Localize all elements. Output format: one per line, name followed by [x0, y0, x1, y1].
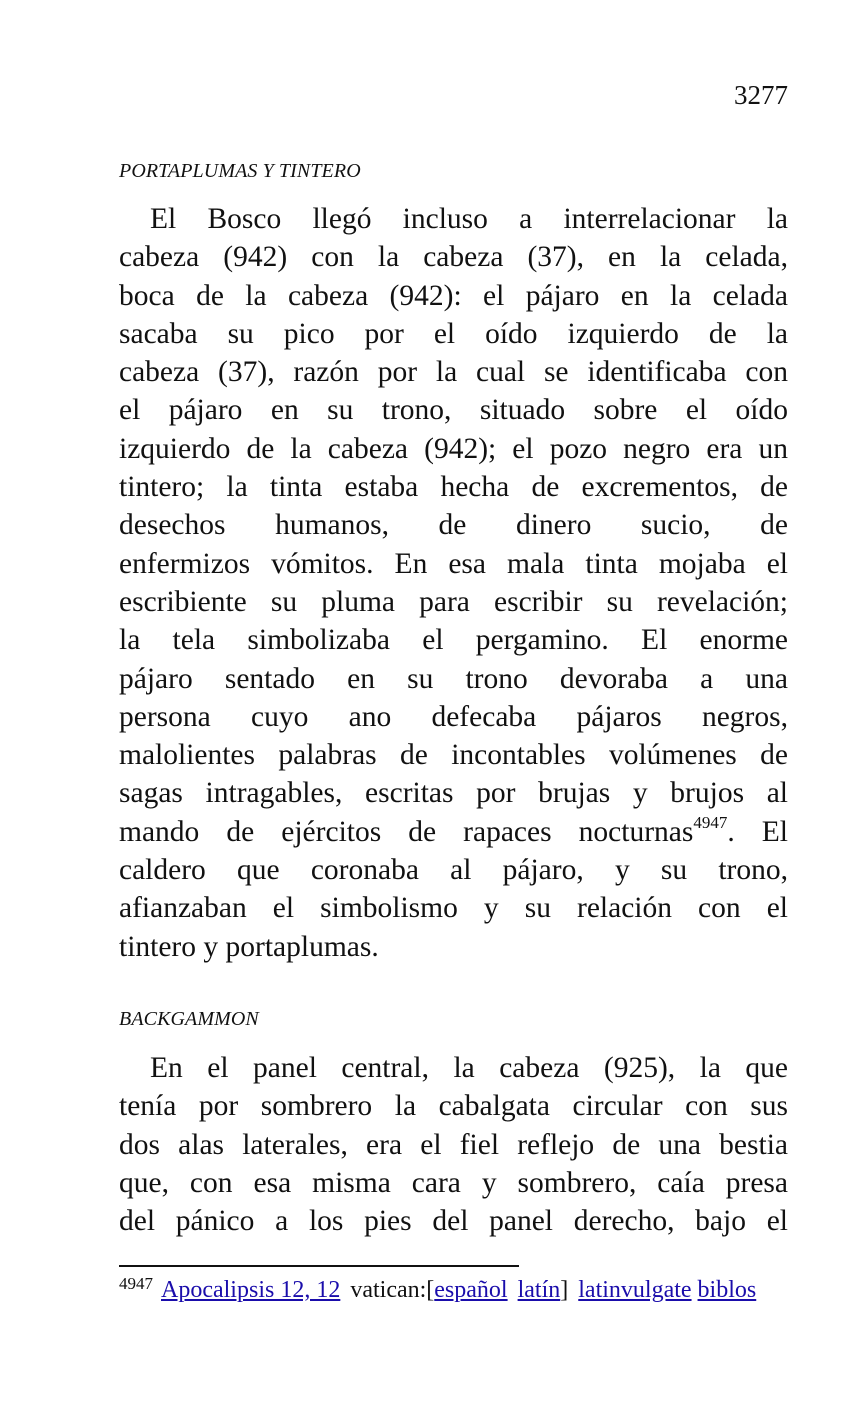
text-line: sacaba su pico por el oído izquierdo de la: [119, 317, 788, 350]
bracket-close: ]: [560, 1277, 569, 1303]
footnote-reference[interactable]: 4947: [693, 812, 728, 832]
text-line: que, con esa misma cara y sombrero, caía presa: [119, 1166, 788, 1199]
text-line: boca de la cabeza (942): el pájaro en la celada: [119, 279, 788, 312]
text-segment: mando de ejércitos de rapaces nocturnas: [119, 815, 694, 848]
text-line: sagas intragables, escritas por brujas y brujos al: [119, 777, 788, 810]
text-line: En el panel central, la cabeza (925), la que: [150, 1052, 788, 1084]
text-line: la tela simbolizaba el pergamino. El enorme: [119, 624, 788, 657]
text-line: cabeza (37), razón por la cual se identificaba con: [119, 356, 788, 389]
latin-link[interactable]: latín: [517, 1277, 561, 1303]
section-heading-portaplumas: PORTAPLUMAS Y TINTERO: [119, 160, 361, 182]
paragraph-backgammon: [119, 1049, 788, 1240]
paragraph-portaplumas: [119, 200, 788, 966]
section-heading-backgammon: BACKGAMMON: [119, 1008, 259, 1030]
text-line: tintero; la tinta estaba hecha de excrementos, de: [119, 471, 788, 504]
vatican-prefix: vatican:[: [350, 1277, 435, 1303]
text-line: dos alas laterales, era el fiel reflejo de una bestia: [119, 1128, 788, 1161]
biblos-link[interactable]: biblos: [697, 1277, 757, 1303]
text-line: escribiente su pluma para escribir su revelación;: [119, 585, 788, 618]
text-line: desechos humanos, de dinero sucio, de: [119, 509, 788, 542]
text-line: del pánico a los pies del panel derecho, bajo el: [119, 1205, 788, 1238]
text-line: el pájaro en su trono, situado sobre el oído: [119, 394, 788, 427]
text-line: izquierdo de la cabeza (942); el pozo negro era un: [119, 432, 788, 465]
text-line: afianzaban el simbolismo y su relación con el: [119, 892, 788, 925]
footnote-divider: [119, 1265, 519, 1267]
text-line: tintero y portaplumas.: [119, 930, 379, 963]
text-segment: . El: [727, 815, 788, 848]
latinvulgate-link[interactable]: latinvulgate: [578, 1277, 692, 1303]
text-line: El Bosco llegó incluso a interrelacionar la: [150, 203, 788, 235]
text-line: enfermizos vómitos. En esa mala tinta mojaba el: [119, 547, 788, 580]
text-line-with-footnote: [119, 813, 788, 851]
text-line: pájaro sentado en su trono devoraba a una: [119, 662, 788, 695]
text-line: persona cuyo ano defecaba pájaros negros,: [119, 700, 788, 733]
espanol-link[interactable]: español: [434, 1277, 508, 1303]
footnote-number: 4947: [119, 1274, 153, 1293]
text-line: cabeza (942) con la cabeza (37), en la celada,: [119, 241, 788, 274]
text-line: caldero que coronaba al pájaro, y su trono,: [119, 854, 788, 887]
page-number: 3277: [734, 80, 788, 110]
text-line: malolientes palabras de incontables volúmenes de: [119, 739, 788, 772]
apocalipsis-link[interactable]: Apocalipsis 12, 12: [161, 1277, 341, 1303]
footnote: [119, 1274, 788, 1304]
text-line: tenía por sombrero la cabalgata circular con sus: [119, 1090, 788, 1123]
